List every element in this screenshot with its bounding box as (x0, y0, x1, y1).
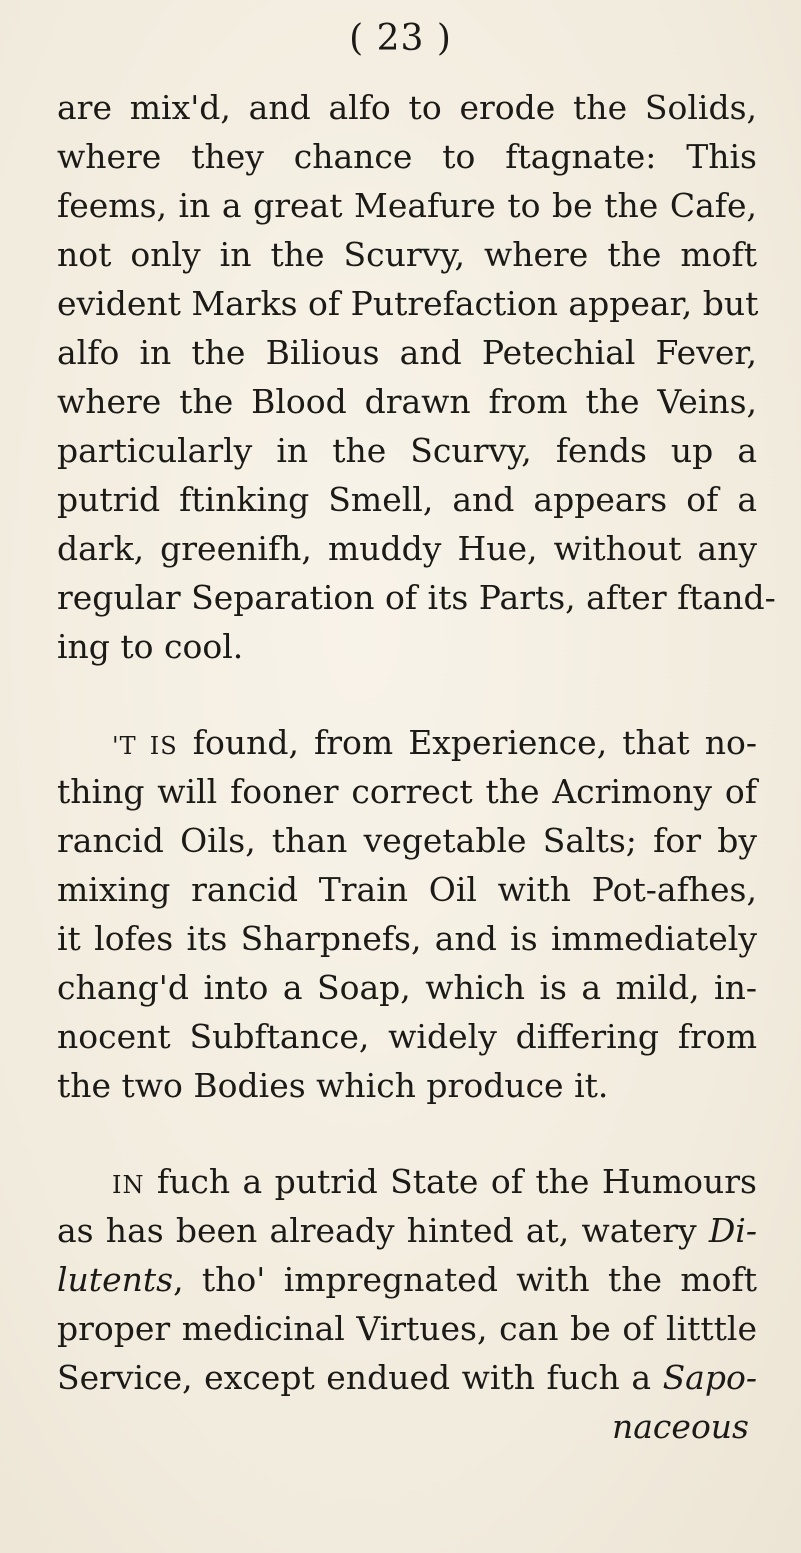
text-line: rancid Oils, than vegetable Salts; for by (57, 821, 757, 860)
text-line: thing will fooner correct the Acrimony of (57, 772, 757, 811)
text-line: the two Bodies which produce it. (57, 1066, 609, 1105)
text-line: chang'd into a Soap, which is a mild, in- (57, 968, 757, 1007)
text-line: putrid ftinking Smell, and appears of a (57, 480, 757, 519)
text-line: it lofes its Sharpnefs, and is immediately (57, 919, 757, 958)
text-line: ing to cool. (57, 627, 244, 666)
italic-word: Di- (708, 1211, 757, 1250)
paragraph-2 (57, 718, 757, 1110)
text-line: particularly in the Scurvy, fends up a (57, 431, 757, 470)
text-line: feems, in a great Meafure to be the Cafe, (57, 186, 757, 225)
text-line (57, 718, 757, 767)
catchword: naceous (612, 1407, 749, 1446)
text-line (57, 1157, 757, 1206)
text-line (57, 1206, 757, 1255)
body-text (57, 83, 776, 1451)
text-line: where they chance to ftagnate: This (57, 137, 757, 176)
text-line: evident Marks of Putrefaction appear, but (57, 284, 759, 323)
small-caps-opening: 'T IS (112, 732, 178, 760)
line-text: fuch a putrid State of the Humours (144, 1162, 757, 1201)
line-text: as has been already hinted at, watery (57, 1211, 709, 1250)
text-line: proper medicinal Virtues, can be of litttle (57, 1309, 757, 1348)
paragraph-3 (57, 1157, 757, 1402)
text-line: where the Blood drawn from the Veins, (57, 382, 757, 421)
line-text: found, from Experience, that no- (177, 723, 757, 762)
text-line (57, 1353, 757, 1402)
italic-word: Sapo- (662, 1358, 757, 1397)
italic-word: lutents (57, 1260, 174, 1299)
text-line (57, 1255, 757, 1304)
text-line: alfo in the Bilious and Petechial Fever, (57, 333, 757, 372)
page-number: ( 23 ) (349, 18, 452, 59)
small-caps-opening: IN (112, 1171, 145, 1199)
text-line: regular Separation of its Parts, after ftand- (57, 578, 776, 617)
text-line: are mix'd, and alfo to erode the Solids, (57, 88, 757, 127)
text-line: not only in the Scurvy, where the moft (57, 235, 757, 274)
text-line: dark, greenifh, muddy Hue, without any (57, 529, 757, 568)
line-text: , tho' impregnated with the moft (173, 1260, 757, 1299)
text-line: nocent Subftance, widely differing from (57, 1017, 757, 1056)
text-line: mixing rancid Train Oil with Pot-afhes, (57, 870, 757, 909)
line-text: Service, except endued with fuch a (57, 1358, 663, 1397)
paragraph-1 (57, 83, 776, 671)
